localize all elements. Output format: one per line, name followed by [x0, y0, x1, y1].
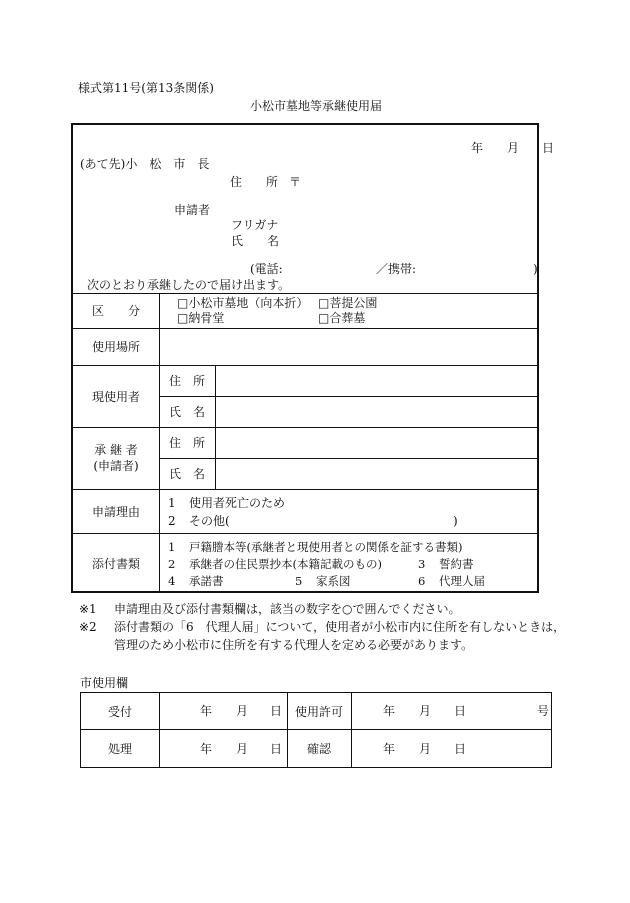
- doc-1-number: 1: [168, 540, 176, 554]
- reason-1-text: 使用者死亡のため: [189, 496, 286, 510]
- option-bodai-park[interactable]: □菩提公園: [318, 296, 378, 310]
- reason-1-number: 1: [168, 496, 176, 510]
- application-form: [71, 123, 555, 593]
- phone-label: (電話:: [250, 262, 283, 276]
- permit-number-label: 号: [537, 704, 550, 718]
- received-label: 受付: [107, 704, 132, 719]
- received-day: 日: [270, 704, 283, 718]
- date-day: 日: [542, 141, 555, 155]
- successor-name-label: 氏 名: [168, 467, 205, 481]
- processed-label: 処理: [107, 741, 132, 756]
- current-user-label: 現使用者: [91, 389, 140, 404]
- received-year: 年: [200, 704, 213, 718]
- successor-label-line2: (申請者): [93, 459, 139, 473]
- rule: [215, 365, 216, 489]
- office-use-table: [80, 692, 552, 768]
- note-2-line1: 添付書類の「6 代理人届」について，使用者が小松市内に住所を有しないときは，: [114, 620, 566, 634]
- doc-2-text: 承継者の住民票抄本(本籍記載のもの): [189, 557, 382, 571]
- doc-4-number: 4: [168, 574, 176, 588]
- doc-3-number: 3: [418, 557, 426, 571]
- address-label: 住 所: [230, 175, 279, 189]
- current-user-address-label: 住 所: [168, 374, 205, 388]
- category-label: 区 分: [91, 304, 140, 318]
- note-2-line2: 管理のため小松市に住所を有する代理人を定める必要があります。: [114, 638, 474, 652]
- note-1-text: 申請理由及び添付書類欄は，該当の数字を○で囲んでください。: [114, 602, 461, 616]
- option-communal-grave[interactable]: □合葬墓: [318, 311, 366, 325]
- doc-5-text: 家系図: [316, 574, 351, 588]
- doc-1-text: 戸籍謄本等(承継者と現使用者との関係を証する書類): [189, 540, 463, 554]
- doc-4-text: 承諾書: [189, 574, 224, 588]
- successor-label: [73, 427, 159, 489]
- doc-6-text: 代理人届: [439, 574, 485, 588]
- form-number: 様式第11号(第13条関係): [78, 81, 214, 95]
- processed-day: 日: [270, 742, 283, 756]
- reason-2-number: 2: [168, 514, 176, 528]
- doc-3-text: 誓約書: [439, 557, 474, 571]
- confirm-year: 年: [383, 742, 396, 756]
- name-label: 氏 名: [231, 234, 280, 248]
- confirm-day: 日: [454, 742, 467, 756]
- reason-2-close: ): [453, 514, 458, 528]
- date-month: 月: [507, 141, 520, 155]
- permit-label: 使用許可: [294, 704, 343, 719]
- addressee: (あて先)小 松 市 長: [80, 157, 210, 171]
- processed-year: 年: [200, 742, 213, 756]
- office-use-title: 市使用欄: [80, 676, 129, 690]
- successor-label-line1: 承 継 者: [94, 443, 138, 457]
- phone-close-paren: ): [533, 262, 538, 276]
- reason-label: 申請理由: [91, 504, 140, 519]
- current-user-name-label: 氏 名: [168, 405, 205, 419]
- confirm-month: 月: [419, 742, 432, 756]
- location-label: 使用場所: [91, 340, 140, 354]
- processed-month: 月: [236, 742, 249, 756]
- note-2-mark: ※2: [79, 620, 97, 634]
- statement: 次のとおり承継したので届け出ます。: [87, 278, 291, 292]
- received-month: 月: [236, 704, 249, 718]
- permit-day: 日: [454, 704, 467, 718]
- note-1-mark: ※1: [79, 602, 97, 616]
- form-title: 小松市墓地等承継使用届: [250, 99, 383, 113]
- option-komatsu-cemetery[interactable]: □小松市墓地（向本折）: [177, 296, 309, 310]
- doc-2-number: 2: [168, 557, 176, 571]
- furigana-label: フリガナ: [231, 218, 279, 232]
- postal-mark: 〒: [289, 175, 302, 189]
- reason-2-text: その他(: [189, 514, 230, 528]
- rule: [351, 693, 352, 767]
- rule: [159, 693, 160, 767]
- confirm-label: 確認: [306, 741, 331, 756]
- applicant-label: 申請者: [174, 203, 211, 217]
- permit-month: 月: [419, 704, 432, 718]
- documents-label: 添付書類: [91, 556, 140, 571]
- doc-5-number: 5: [295, 574, 303, 588]
- option-ossuary[interactable]: □納骨堂: [177, 311, 225, 325]
- mobile-label: ／携帯:: [376, 262, 417, 276]
- doc-6-number: 6: [418, 574, 426, 588]
- permit-year: 年: [383, 704, 396, 718]
- date-year: 年: [471, 141, 484, 155]
- successor-address-label: 住 所: [168, 436, 205, 450]
